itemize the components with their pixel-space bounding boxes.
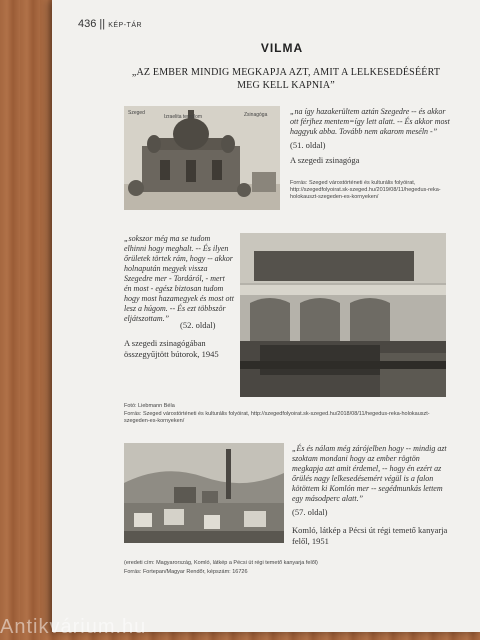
running-header — [78, 18, 142, 30]
photo-credit-2: Fotó: Liebmann Béla — [124, 403, 175, 409]
quote-1-ref: (51. oldal) — [290, 140, 326, 150]
quote-3-ref: (57. oldal) — [292, 507, 328, 517]
watermark: Antikvárium.hu — [0, 616, 147, 638]
section-name: KÉP-TÁR — [108, 22, 143, 29]
quote-3: „És és nálam még zárójelben hogy -- mindig azt szoktam mondani hogy az ember rögtön megkapja azt amit érdemel, -- hogy én ezért az őrülés nagy lelkesedésemért végül is a falon kötöttem ki Komlón mer -- segédmunkás lettem egy másodperc alatt.” — [292, 444, 447, 503]
caption-2: A szegedi zsinagógában összegyűjtött bútorok, 1945 — [124, 338, 219, 359]
komlo-photo — [124, 443, 284, 543]
caption-3: Komló, látkép a Pécsi út régi temető kanyarja felől, 1951 — [292, 525, 448, 546]
synagogue-illustration — [124, 106, 280, 210]
source-2: Forrás: Szeged várostörténeti és kulturális folyóirat, http://szegedfolyoirat.sk-szeged.hu/2018/08/11/hegedus-reka-holokauszt-szegeden-es-kornyeken/ — [124, 411, 430, 424]
header-separator: || — [99, 18, 106, 30]
headline-quote: „AZ EMBER MINDIG MEGKAPJA AZT, AMIT A LELKESEDÉSÉÉRT MEG KELL KAPNIA” — [131, 67, 441, 91]
town-illustration — [124, 443, 284, 543]
quote-2-ref: (52. oldal) — [180, 320, 216, 330]
source-3-credit: Forrás: Fortepan/Magyar Rendőr, képszám: 16726 — [124, 569, 248, 575]
synagogue-photo — [124, 106, 280, 210]
postcard-label-left: Szeged — [128, 110, 145, 116]
page-number: 436 — [78, 18, 97, 30]
quote-1: „na így hazakerültem aztán Szegedre -- és akkor ott férjhez mentem=így lett alatt. -- És akkor most haggyuk abba. Tovább nem akarom meséln -” — [290, 107, 450, 136]
source-3-original-title: (eredeti cím: Magyarország, Komló, látkép a Pécsi út régi temető kanyarja felől) — [124, 560, 318, 566]
source-1: Forrás: Szeged várostörténeti és kulturális folyóirat, http://szegedfolyoirat.sk-szeged.hu/2019/08/11/hegedus-reka-holokauszt-szegeden-es-kornyeken/ — [290, 180, 441, 200]
postcard-label-right: Zsinagóga — [244, 112, 268, 118]
caption-1: A szegedi zsinagóga — [290, 155, 360, 165]
postcard-label-center: Izraelita templom — [164, 114, 203, 120]
interior-illustration — [240, 233, 446, 397]
page-title: VILMA — [260, 41, 304, 55]
quote-2: „sokszor még ma se tudom elhinni hogy meghalt. -- És ilyen őrületek törtek rám, hogy -- akkor holnapután megyek vissza Szegedre mer - Tordáról, - mert én most - egész biztosan tudom hogy most hazamegyek és most ott lesz a húgom. -- És ezt többször eljátszottam.” — [124, 234, 234, 323]
furniture-photo — [240, 233, 446, 397]
